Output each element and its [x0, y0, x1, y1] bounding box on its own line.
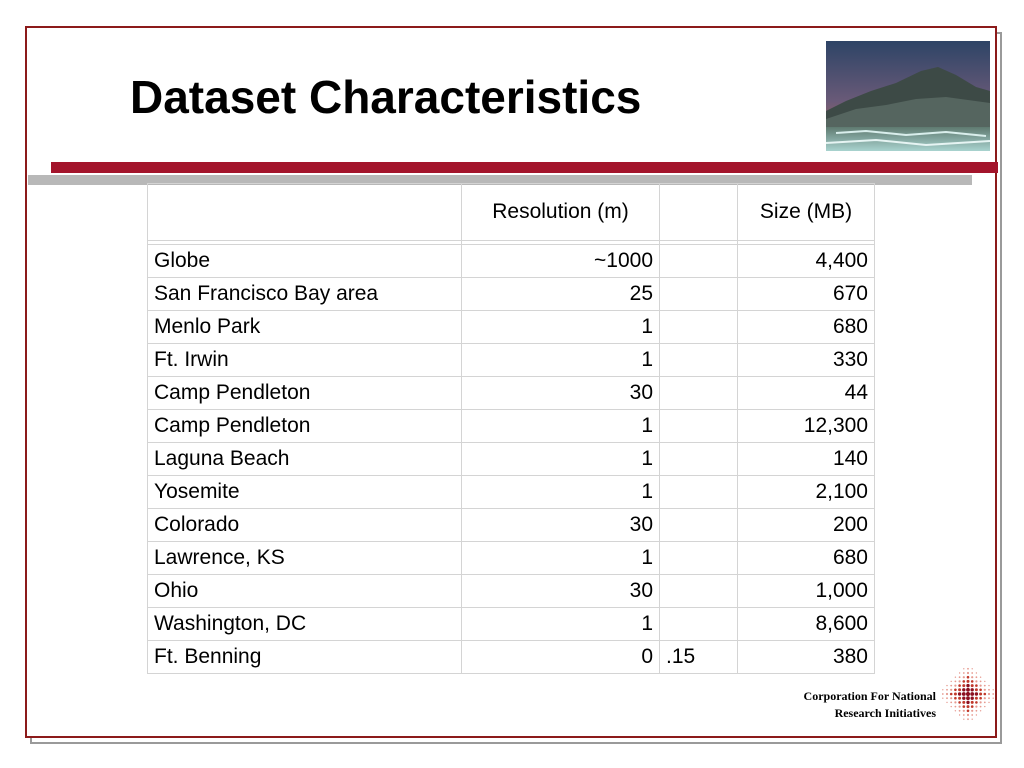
- logo-dot: [962, 692, 966, 696]
- row-size-cell: 12,300: [738, 410, 875, 443]
- row-size-cell: 44: [738, 377, 875, 410]
- logo-dot: [942, 693, 944, 695]
- terrain-landscape-image: [826, 41, 990, 151]
- header-cell-size: Size (MB): [738, 184, 875, 241]
- row-resolution-cell: 1: [462, 476, 660, 509]
- table-row: [148, 542, 875, 575]
- row-name-cell: Laguna Beach: [148, 443, 462, 476]
- table-row: [148, 245, 875, 278]
- org-name-line-1: Corporation For National: [803, 689, 936, 703]
- logo-dot: [971, 672, 973, 674]
- row-name-cell: Ohio: [148, 575, 462, 608]
- logo-dot: [959, 680, 961, 682]
- row-fraction-cell: [660, 410, 738, 443]
- row-resolution-cell: 25: [462, 278, 660, 311]
- table-row: [148, 509, 875, 542]
- logo-dot: [963, 672, 965, 674]
- logo-dot: [946, 685, 947, 686]
- logo-dot: [967, 676, 970, 679]
- logo-dot: [979, 697, 982, 700]
- row-fraction-cell: [660, 311, 738, 344]
- logo-dot: [954, 697, 957, 700]
- logo-dot: [976, 676, 978, 678]
- logo-dot: [988, 702, 989, 703]
- logo-dot: [971, 710, 973, 712]
- logo-dot: [962, 697, 965, 700]
- logo-dot: [959, 706, 961, 708]
- header-cell-blank: [660, 184, 738, 241]
- row-resolution-cell: 1: [462, 344, 660, 377]
- logo-dot: [971, 705, 974, 708]
- logo-dot: [967, 705, 970, 708]
- logo-dot: [966, 696, 970, 700]
- logo-dot: [975, 680, 977, 682]
- row-fraction-cell: [660, 245, 738, 278]
- logo-dot: [946, 689, 948, 691]
- logo-dot: [955, 710, 956, 711]
- logo-dot: [963, 680, 966, 683]
- logo-dot: [963, 705, 966, 708]
- table-row: [148, 641, 875, 674]
- logo-dot: [984, 706, 985, 707]
- logo-dot: [958, 688, 961, 691]
- row-fraction-cell: [660, 608, 738, 641]
- logo-dot: [963, 714, 965, 716]
- logo-dot: [963, 676, 965, 678]
- logo-dot: [984, 697, 986, 699]
- row-fraction-cell: [660, 377, 738, 410]
- logo-dot: [988, 697, 990, 699]
- row-fraction-cell: [660, 344, 738, 377]
- row-size-cell: 4,400: [738, 245, 875, 278]
- logo-dot: [984, 689, 986, 691]
- logo-dot: [954, 689, 957, 692]
- logo-dot: [975, 701, 978, 704]
- logo-dot: [971, 680, 974, 683]
- row-name-cell: Washington, DC: [148, 608, 462, 641]
- logo-dot: [962, 688, 965, 691]
- row-fraction-cell: [660, 575, 738, 608]
- row-resolution-cell: 1: [462, 443, 660, 476]
- logo-dot: [951, 681, 952, 682]
- table-row: [148, 344, 875, 377]
- row-fraction-cell: .15: [660, 641, 738, 674]
- row-name-cell: Colorado: [148, 509, 462, 542]
- header-cell-name: [148, 184, 462, 241]
- logo-dot: [966, 701, 969, 704]
- row-name-cell: Lawrence, KS: [148, 542, 462, 575]
- title-underline-accent: [51, 162, 998, 173]
- row-resolution-cell: 1: [462, 608, 660, 641]
- logo-dot: [988, 689, 990, 691]
- dataset-table: [147, 183, 875, 674]
- row-name-cell: Ft. Irwin: [148, 344, 462, 377]
- logo-dot: [984, 702, 986, 704]
- slide-title: Dataset Characteristics: [130, 71, 642, 123]
- row-size-cell: 200: [738, 509, 875, 542]
- row-name-cell: Ft. Benning: [148, 641, 462, 674]
- logo-dot: [971, 676, 973, 678]
- logo-dot: [980, 677, 981, 678]
- org-name: [804, 688, 936, 722]
- logo-dot: [992, 693, 994, 695]
- table-row: [148, 278, 875, 311]
- row-size-cell: 8,600: [738, 608, 875, 641]
- logo-dot: [954, 693, 957, 696]
- row-size-cell: 670: [738, 278, 875, 311]
- table-row: [148, 608, 875, 641]
- logo-dot: [966, 684, 969, 687]
- table-row: [148, 377, 875, 410]
- logo-dot: [975, 688, 978, 691]
- cnri-logo-icon: [938, 664, 998, 724]
- logo-dot: [954, 701, 956, 703]
- logo-dot: [955, 677, 956, 678]
- logo-dot: [958, 684, 961, 687]
- logo-dot: [976, 714, 977, 715]
- row-resolution-cell: 0: [462, 641, 660, 674]
- row-resolution-cell: ~1000: [462, 245, 660, 278]
- logo-dot: [984, 681, 985, 682]
- logo-dot: [976, 710, 978, 712]
- logo-dot: [980, 701, 982, 703]
- org-name-line-2: Research Initiatives: [834, 706, 936, 720]
- row-name-cell: Yosemite: [148, 476, 462, 509]
- row-size-cell: 680: [738, 311, 875, 344]
- header-cell-resolution: Resolution (m): [462, 184, 660, 241]
- logo-dot: [979, 689, 982, 692]
- logo-dot: [984, 685, 986, 687]
- logo-dot: [971, 701, 974, 704]
- logo-dot: [946, 697, 948, 699]
- logo-dot: [972, 668, 973, 669]
- logo-dot: [942, 698, 943, 699]
- row-size-cell: 680: [738, 542, 875, 575]
- row-fraction-cell: [660, 443, 738, 476]
- logo-dot: [946, 693, 948, 695]
- row-size-cell: 1,000: [738, 575, 875, 608]
- logo-dot: [966, 688, 970, 692]
- logo-dot: [951, 706, 952, 707]
- row-resolution-cell: 30: [462, 575, 660, 608]
- logo-dot: [993, 689, 994, 690]
- logo-dot: [959, 714, 960, 715]
- row-fraction-cell: [660, 542, 738, 575]
- logo-dot: [966, 692, 970, 696]
- logo-dot: [976, 672, 977, 673]
- logo-dot: [980, 685, 982, 687]
- logo-dot: [950, 689, 952, 691]
- logo-dot: [975, 697, 978, 700]
- logo-dot: [958, 697, 961, 700]
- row-name-cell: Camp Pendleton: [148, 377, 462, 410]
- logo-dot: [959, 676, 961, 678]
- logo-dot: [958, 692, 961, 695]
- logo-dot: [967, 668, 969, 670]
- logo-dot: [971, 684, 974, 687]
- logo-dot: [967, 714, 969, 716]
- table-row: [148, 476, 875, 509]
- logo-dot: [979, 693, 982, 696]
- logo-dot: [971, 714, 973, 716]
- logo-dot: [970, 692, 974, 696]
- logo-dot: [980, 710, 981, 711]
- logo-dot: [946, 702, 947, 703]
- row-size-cell: 2,100: [738, 476, 875, 509]
- row-fraction-cell: [660, 278, 738, 311]
- logo-dot: [975, 706, 977, 708]
- logo-dot: [959, 672, 960, 673]
- logo-dot: [950, 685, 952, 687]
- row-name-cell: Globe: [148, 245, 462, 278]
- row-name-cell: Camp Pendleton: [148, 410, 462, 443]
- row-fraction-cell: [660, 509, 738, 542]
- row-size-cell: 380: [738, 641, 875, 674]
- logo-dot: [980, 681, 982, 683]
- logo-dot: [950, 693, 953, 696]
- logo-dot: [967, 672, 969, 674]
- logo-dot: [972, 719, 973, 720]
- logo-dot: [954, 685, 956, 687]
- logo-dot: [967, 718, 969, 720]
- logo-dot: [980, 706, 982, 708]
- row-name-cell: Menlo Park: [148, 311, 462, 344]
- table-header-row: [148, 184, 875, 241]
- row-resolution-cell: 30: [462, 509, 660, 542]
- row-name-cell: San Francisco Bay area: [148, 278, 462, 311]
- logo-dot: [975, 684, 978, 687]
- logo-dot: [962, 684, 965, 687]
- row-resolution-cell: 1: [462, 311, 660, 344]
- logo-dot: [993, 698, 994, 699]
- table-row: [148, 410, 875, 443]
- row-fraction-cell: [660, 476, 738, 509]
- logo-dot: [967, 680, 970, 683]
- row-size-cell: 330: [738, 344, 875, 377]
- logo-dot: [963, 668, 964, 669]
- row-resolution-cell: 1: [462, 542, 660, 575]
- logo-dot: [967, 710, 970, 713]
- logo-dot: [958, 701, 961, 704]
- table-row: [148, 443, 875, 476]
- logo-dot: [971, 688, 974, 691]
- logo-dot: [962, 701, 965, 704]
- logo-dot: [984, 693, 987, 696]
- logo-dot: [942, 689, 943, 690]
- logo-dot: [950, 702, 952, 704]
- logo-dot: [963, 719, 964, 720]
- logo-dot: [950, 697, 952, 699]
- row-resolution-cell: 1: [462, 410, 660, 443]
- logo-dot: [959, 710, 961, 712]
- logo-dot: [988, 693, 990, 695]
- table-row: [148, 575, 875, 608]
- logo-dot: [975, 692, 978, 695]
- logo-dot: [971, 697, 974, 700]
- logo-dot: [988, 685, 989, 686]
- row-resolution-cell: 30: [462, 377, 660, 410]
- row-size-cell: 140: [738, 443, 875, 476]
- table-row: [148, 311, 875, 344]
- logo-dot: [955, 681, 957, 683]
- logo-dot: [963, 710, 965, 712]
- logo-dot: [955, 706, 957, 708]
